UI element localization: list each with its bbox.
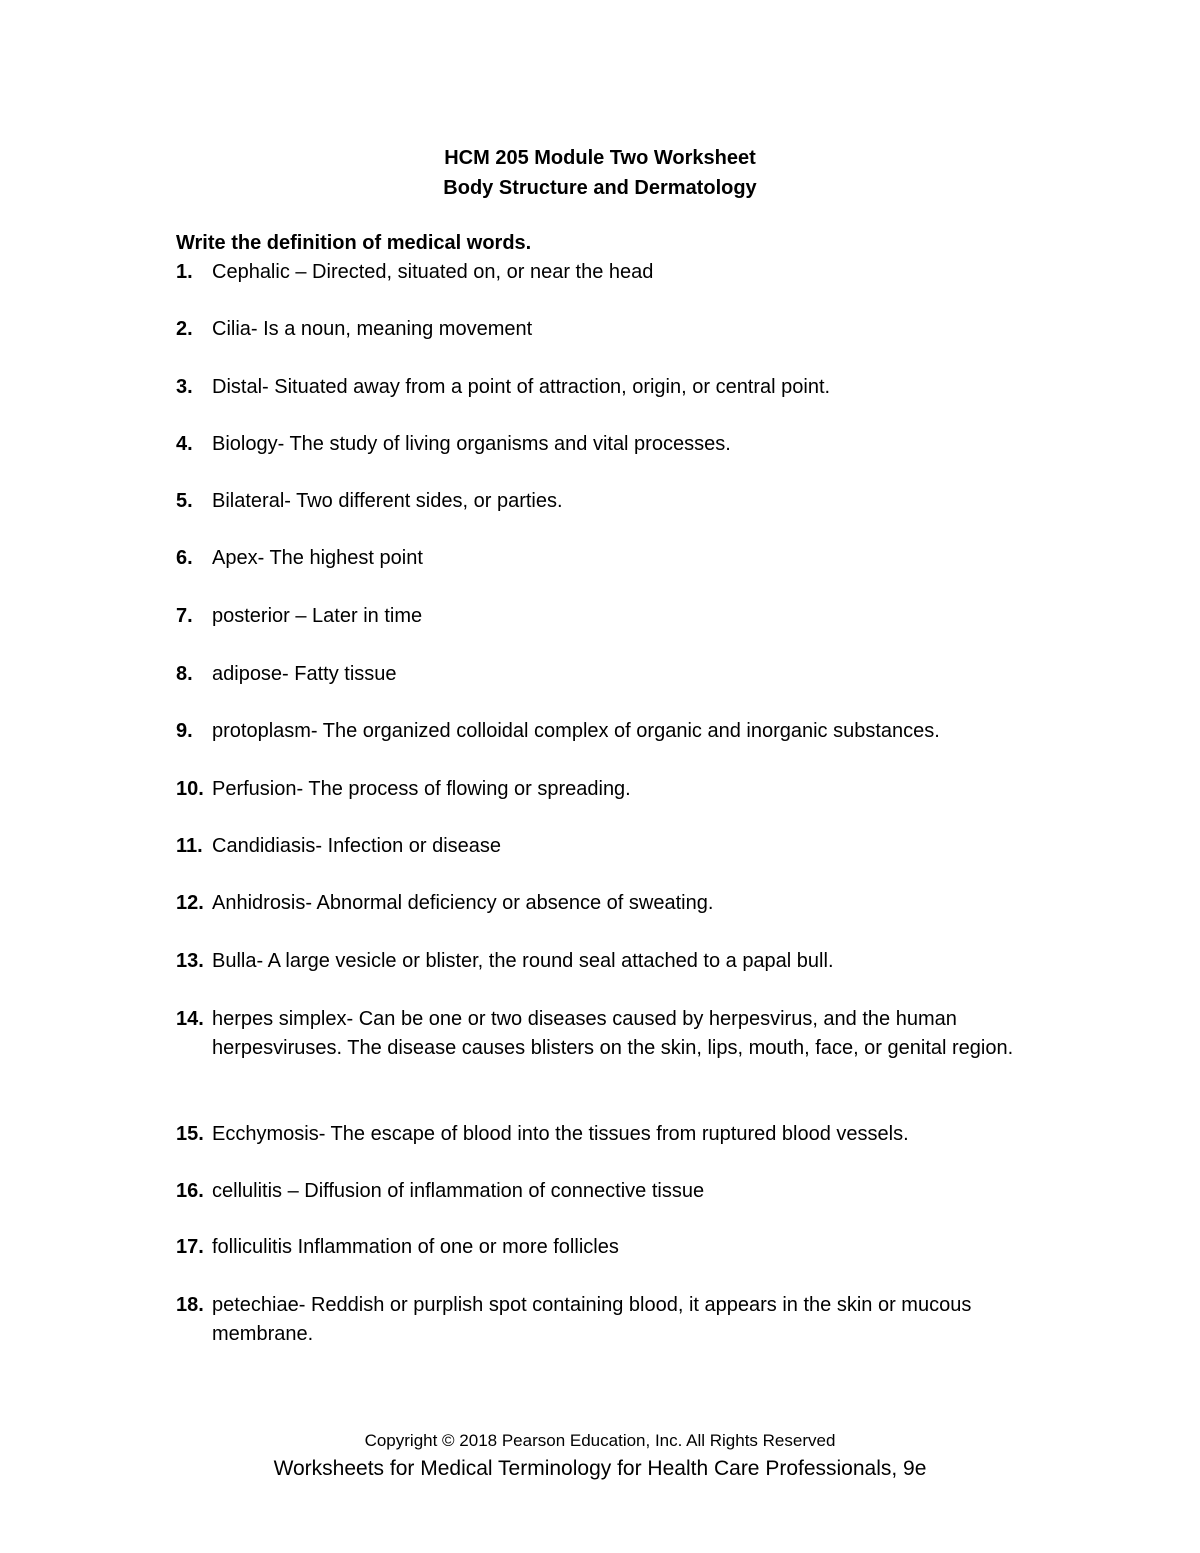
item-number: 10. — [176, 778, 204, 800]
item-text: posterior – Later in time — [212, 605, 423, 627]
list-item — [176, 1005, 1036, 1063]
item-text: Cilia- Is a noun, meaning movement — [212, 318, 533, 340]
item-number: 5. — [176, 490, 193, 512]
list-item — [176, 717, 1036, 746]
item-number: 17. — [176, 1236, 204, 1258]
item-number: 11. — [176, 835, 203, 857]
item-number: 8. — [176, 663, 193, 685]
item-text: Bulla- A large vesicle or blister, the round seal attached to a papal bull. — [212, 950, 834, 972]
list-item — [176, 889, 1036, 918]
item-number: 12. — [176, 892, 204, 914]
list-item — [176, 1233, 1036, 1262]
item-text: Bilateral- Two different sides, or parties. — [212, 490, 563, 512]
list-item — [176, 775, 1036, 804]
item-text: Cephalic – Directed, situated on, or near the head — [212, 261, 654, 283]
list-item — [176, 602, 1036, 631]
page-subtitle: Body Structure and Dermatology — [443, 177, 757, 199]
item-number: 3. — [176, 376, 193, 398]
item-text: Candidiasis- Infection or disease — [212, 835, 502, 857]
page-footer — [0, 1428, 1200, 1484]
page-title: HCM 205 Module Two Worksheet — [444, 147, 756, 169]
item-text: Ecchymosis- The escape of blood into the tissues from ruptured blood vessels. — [212, 1123, 909, 1145]
item-number: 18. — [176, 1294, 204, 1316]
item-text: Apex- The highest point — [212, 547, 423, 569]
list-item — [176, 430, 1036, 459]
copyright-notice: Copyright © 2018 Pearson Education, Inc. All Rights Reserved — [364, 1431, 836, 1450]
item-text: adipose- Fatty tissue — [212, 663, 397, 685]
list-item — [176, 258, 1036, 287]
item-text: protoplasm- The organized colloidal complex of organic and inorganic substances. — [212, 720, 940, 742]
list-item — [176, 1120, 1036, 1149]
list-item — [176, 947, 1036, 976]
item-number: 16. — [176, 1180, 204, 1202]
item-number: 2. — [176, 318, 193, 340]
item-text: cellulitis – Diffusion of inflammation of connective tissue — [212, 1180, 705, 1202]
title-block — [0, 143, 1200, 203]
item-number: 7. — [176, 605, 193, 627]
item-text: Anhidrosis- Abnormal deficiency or absence of sweating. — [212, 892, 714, 914]
item-text: petechiae- Reddish or purplish spot containing blood, it appears in the skin or mucous membrane. — [212, 1294, 972, 1345]
item-number: 9. — [176, 720, 193, 742]
list-item — [176, 373, 1036, 402]
list-item — [176, 832, 1036, 861]
list-item — [176, 315, 1036, 344]
item-text: herpes simplex- Can be one or two diseases caused by herpesvirus, and the human herpesviruses. The disease causes blisters on the skin, lips, mouth, face, or genital region. — [212, 1008, 1014, 1059]
item-number: 15. — [176, 1123, 204, 1145]
list-item — [176, 1291, 1036, 1349]
item-text: Distal- Situated away from a point of attraction, origin, or central point. — [212, 376, 831, 398]
item-number: 4. — [176, 433, 193, 455]
list-item — [176, 487, 1036, 516]
list-item — [176, 660, 1036, 689]
item-text: Perfusion- The process of flowing or spreading. — [212, 778, 631, 800]
item-text: Biology- The study of living organisms and vital processes. — [212, 433, 731, 455]
item-number: 13. — [176, 950, 204, 972]
instructions: Write the definition of medical words. — [176, 232, 532, 254]
item-number: 1. — [176, 261, 193, 283]
item-number: 6. — [176, 547, 193, 569]
list-item — [176, 1177, 1036, 1206]
item-text: folliculitis Inflammation of one or more follicles — [212, 1236, 619, 1258]
book-title: Worksheets for Medical Terminology for Health Care Professionals, 9e — [273, 1457, 927, 1480]
list-item — [176, 544, 1036, 573]
item-number: 14. — [176, 1008, 204, 1030]
